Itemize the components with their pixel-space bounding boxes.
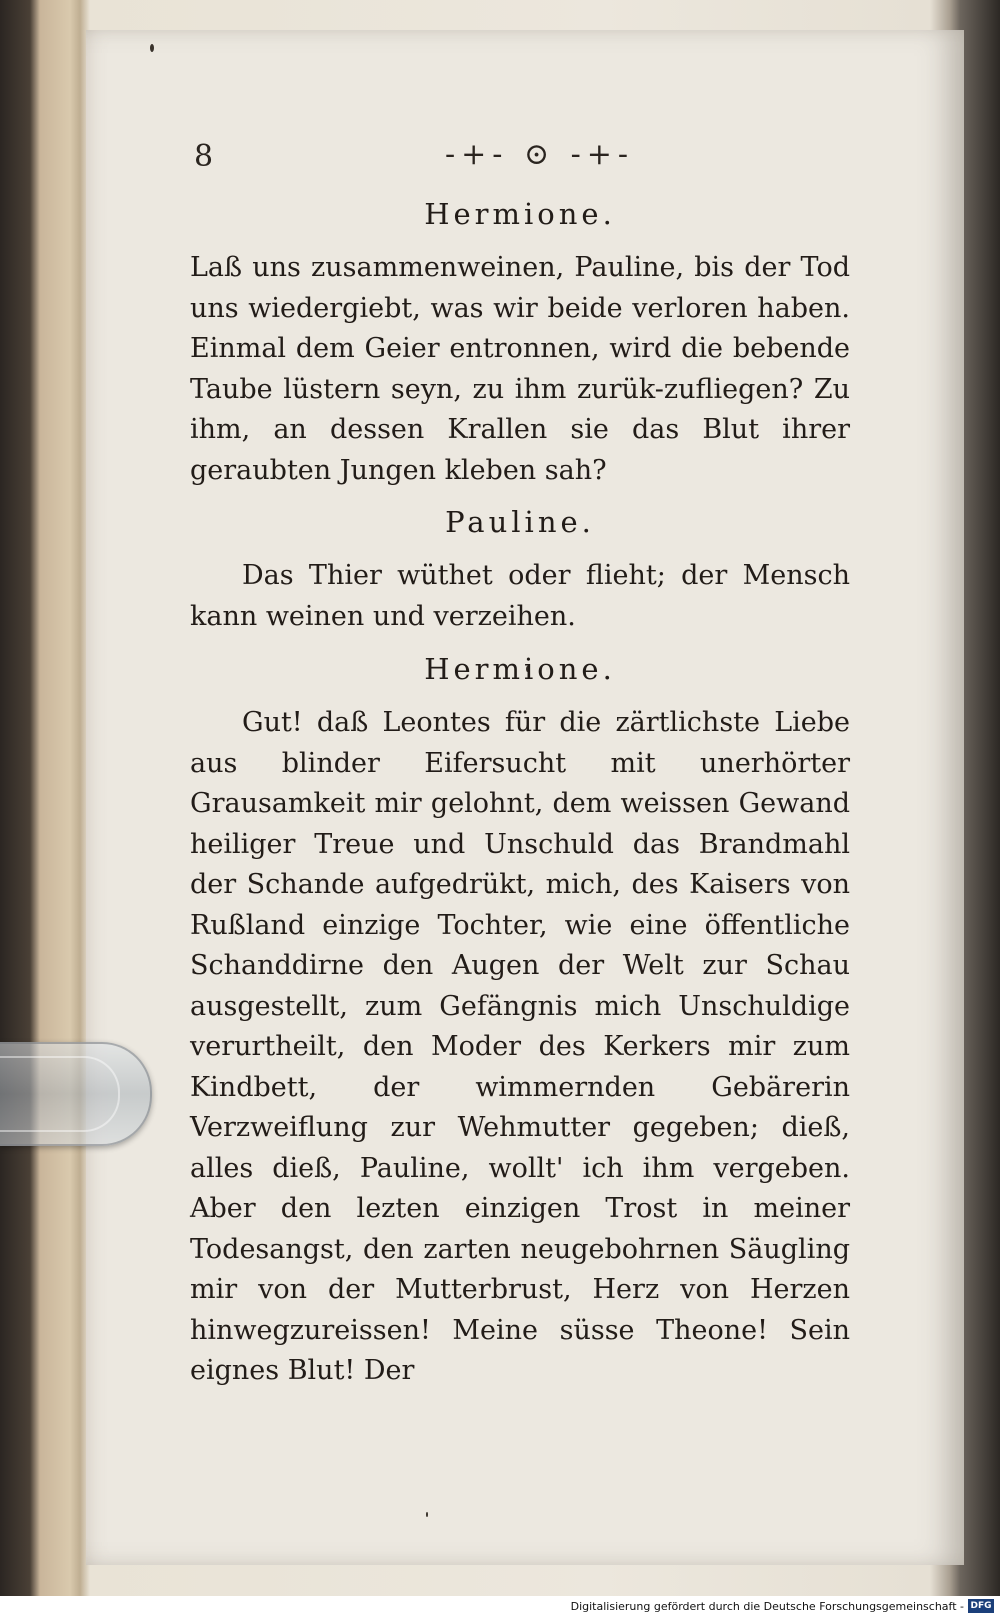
- page-number: 8: [194, 139, 214, 174]
- speech-text: Gut! daß Leontes für die zärtlichste Liebe aus blinder Eifersucht mit unerhörter Grausamkeit mir gelohnt, dem weissen Gewand heiliger Treue und Unschuld das Brandmahl der Schande aufgedrükt, mich, des Kaisers von Rußland einzige Tochter, wie eine öffentliche Schanddirne den Augen der Welt zur Schau ausgestellt, zum Gefängnis mich Unschuldige verurtheilt, den Moder des Kerkers mir zum Kindbett, der wimmernden Gebärerin Verzweiflung zur Wehmutter gegeben; dieß, alles dieß, Pauline, wollt' ich ihm vergeben. Aber den lezten einzigen Trost in meiner Todesangst, den zarten neugebohrnen Säugling mir von der Mutterbrust, Herz von Herzen hinwegzureissen! Meine süsse Theone! Sein eignes Blut! Der: [190, 707, 850, 1386]
- speech-text: Laß uns zusammenweinen, Pauline, bis der Tod uns wiedergiebt, was wir beide verloren haben. Einmal dem Geier entronnen, wird die bebende Taube lüstern seyn, zu ihm zurük-zufliegen? Zu ihm, an dessen Krallen sie das Blut ihrer geraubten Jungen kleben sah?: [190, 252, 850, 486]
- paper-speck: [426, 1512, 428, 1517]
- speaker-heading: Hermione.: [424, 197, 616, 231]
- paper-speck: [150, 44, 154, 52]
- page-clip-bookmark: [0, 1042, 152, 1146]
- speaker-heading: Pauline.: [445, 505, 595, 539]
- speech-paragraph: [190, 248, 850, 491]
- speech-paragraph: [190, 556, 850, 637]
- page-header: [190, 135, 850, 175]
- speech-paragraph: [190, 703, 850, 1392]
- speech-text: Das Thier wüthet oder flieht; der Mensch kann weinen und verzeihen.: [190, 560, 850, 632]
- digitization-footer: [0, 1596, 1000, 1620]
- footer-credit: Digitalisierung gefördert durch die Deutsche Forschungsgemeinschaft -: [570, 1600, 964, 1613]
- speaker-heading: Hermione.: [424, 652, 616, 686]
- clip-highlight: [0, 1056, 120, 1132]
- dfg-logo: DFG: [968, 1599, 994, 1613]
- header-ornament: -+- ⊙ -+-: [445, 137, 635, 172]
